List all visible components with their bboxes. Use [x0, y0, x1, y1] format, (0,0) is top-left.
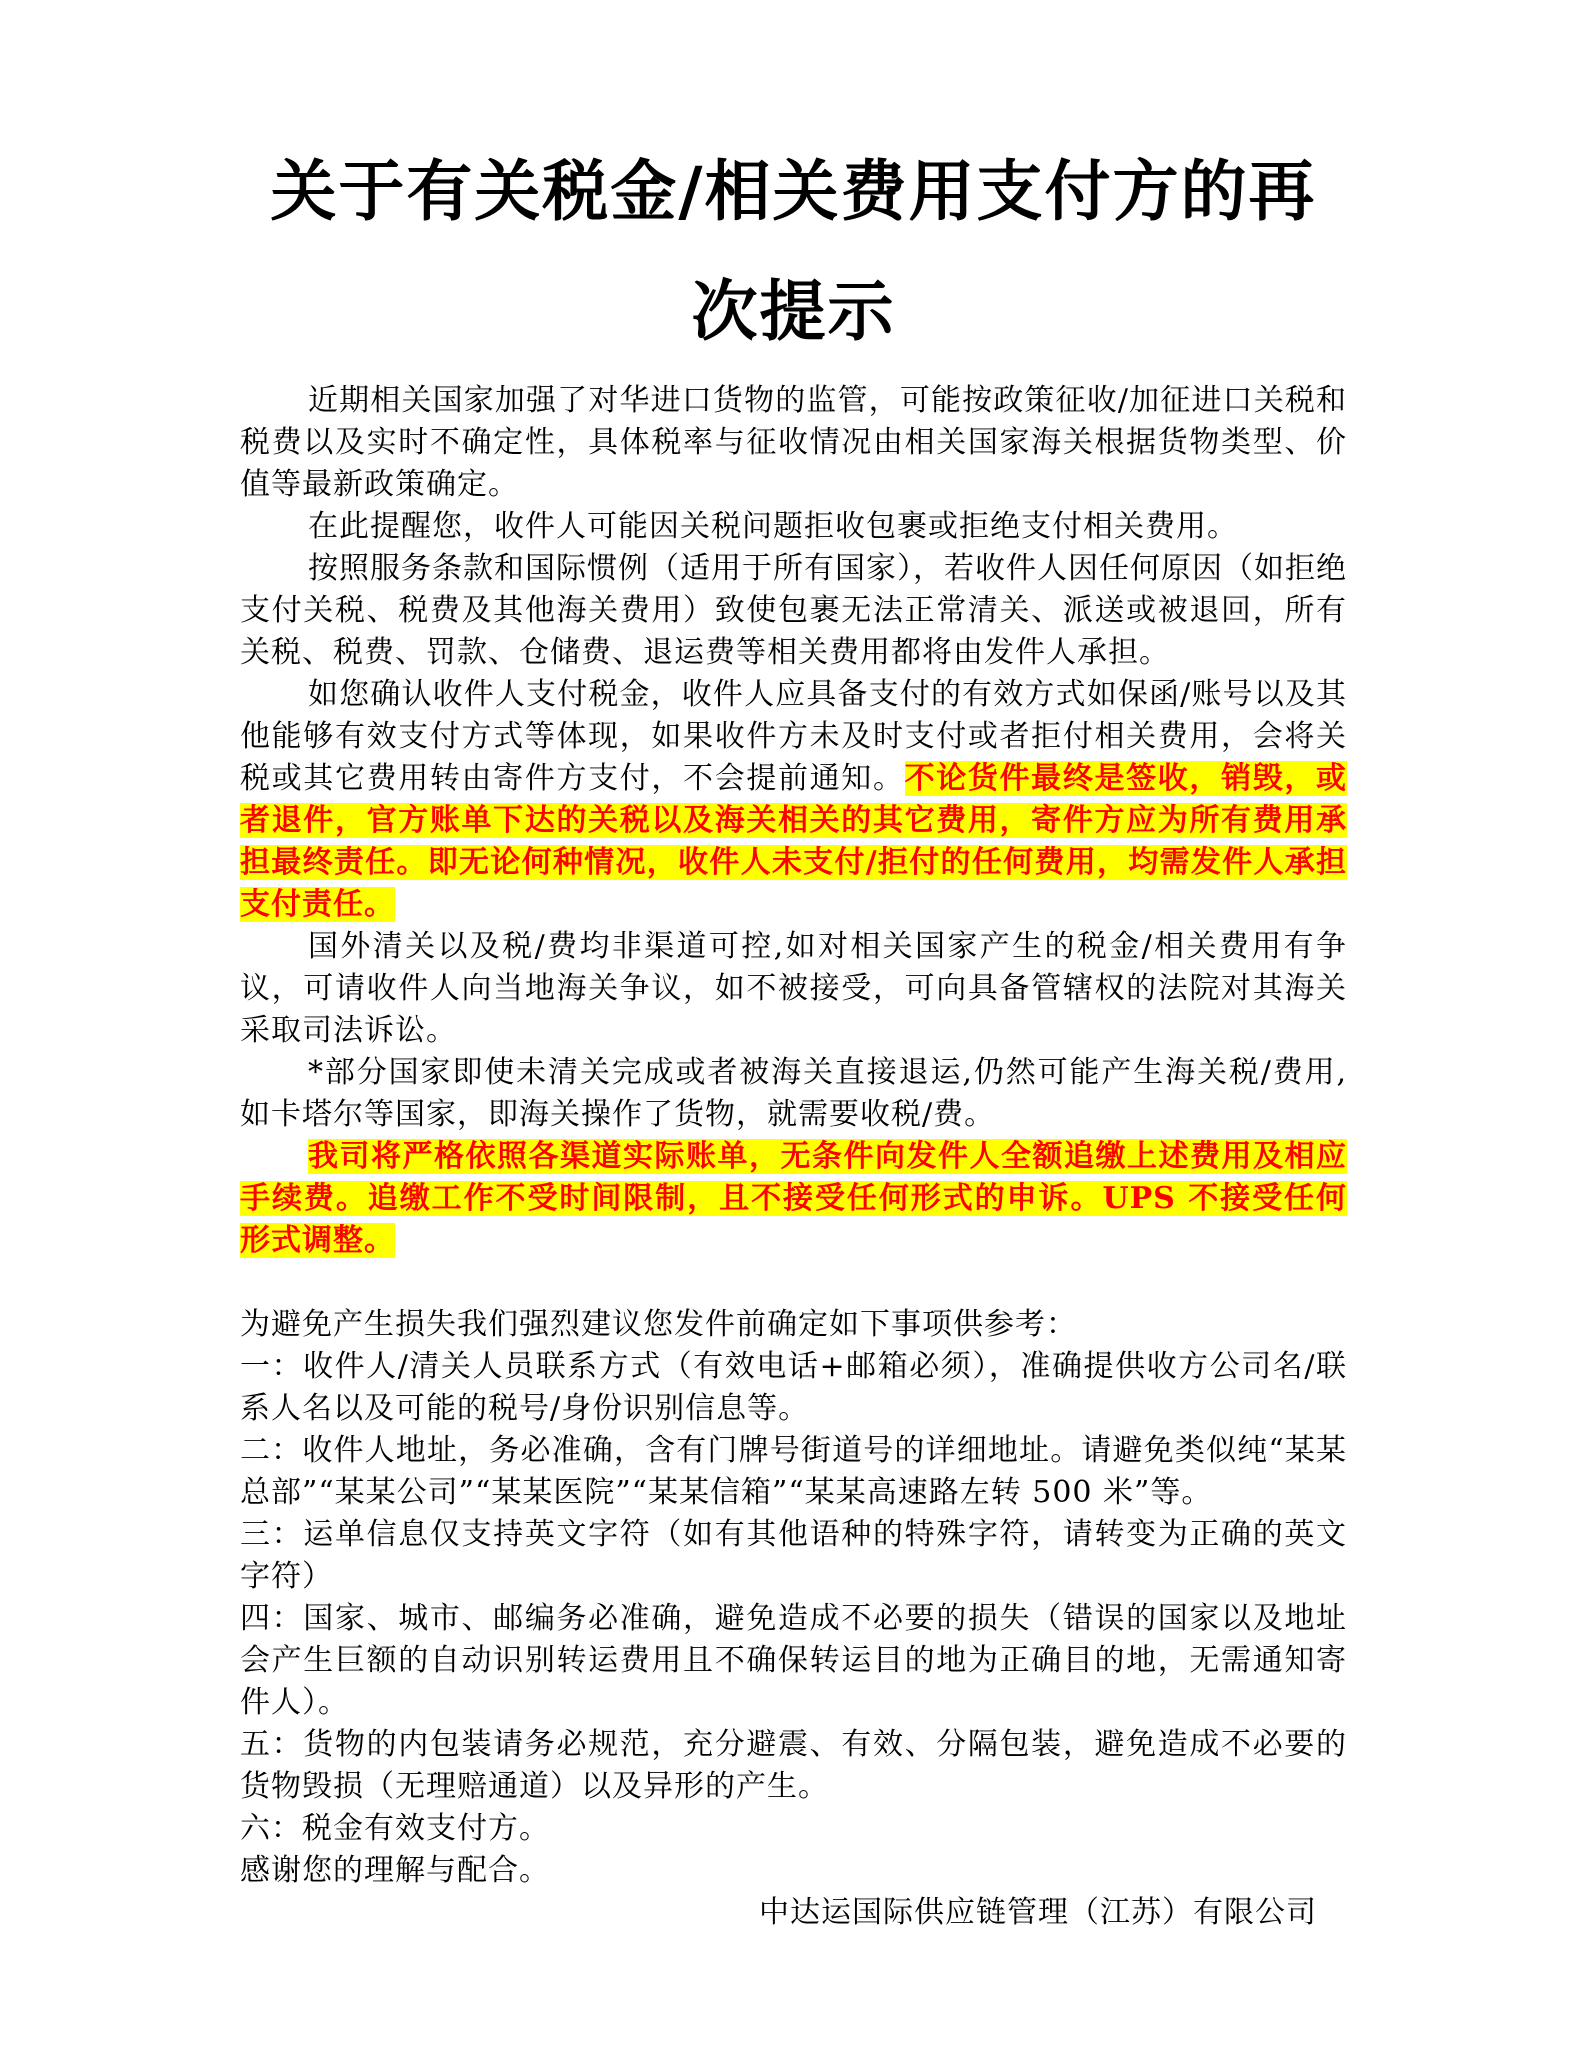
document-title-line-1: 关于有关税金/相关费用支付方的再 — [270, 153, 1317, 230]
paragraph-recovery — [240, 1136, 1347, 1262]
paragraph-policy-notice: 近期相关国家加强了对华进口货物的监管，可能按政策征收/加征进口关税和税费以及实时不确定性，具体税率与征收情况由相关国家海关根据货物类型、价值等最新政策确定。 — [240, 383, 1347, 502]
advice-intro: 为避免产生损失我们强烈建议您发件前确定如下事项供参考： — [240, 1307, 1077, 1342]
blank-line — [240, 1262, 1347, 1304]
document-title-line-2: 次提示 — [691, 273, 896, 350]
paragraph-reminder: 在此提醒您，收件人可能因关税问题拒收包裹或拒绝支付相关费用。 — [308, 509, 1238, 544]
paragraph-payment-text: 如您确认收件人支付税金，收件人应具备支付的有效方式如保函/账号以及其他能够有效支付方式等体现，如果收件方未及时支付或者拒付相关费用，会将关税或其它费用转由寄件方支付，不会提前通知。 — [240, 677, 1347, 796]
company-signature: 中达运国际供应链管理（江苏）有限公司 — [759, 1895, 1317, 1930]
advice-item-2: 二：收件人地址，务必准确，含有门牌号街道号的详细地址。请避免类似纯“某某总部”“某某公司”“某某医院”“某某信箱”“某某高速路左转 500 米”等。 — [240, 1433, 1347, 1510]
paragraph-payment — [240, 674, 1347, 926]
highlight-sender-liability: 不论货件最终是签收，销毁，或者退件，官方账单下达的关税以及海关相关的其它费用，寄件方应为所有费用承担最终责任。即无论何种情况，收件人未支付/拒付的任何费用，均需发件人承担支付责任。 — [240, 761, 1348, 922]
paragraph-dispute: 国外清关以及税/费均非渠道可控,如对相关国家产生的税金/相关费用有争议，可请收件人向当地海关争议，如不被接受，可向具备管辖权的法院对其海关采取司法诉讼。 — [240, 929, 1347, 1048]
advice-item-6: 六：税金有效支付方。 — [240, 1811, 550, 1846]
advice-item-4: 四：国家、城市、邮编务必准确，避免造成不必要的损失（错误的国家以及地址会产生巨额的自动识别转运费用且不确保转运目的地为正确目的地，无需通知寄件人）。 — [240, 1601, 1347, 1720]
thanks-line: 感谢您的理解与配合。 — [240, 1853, 550, 1888]
paragraph-terms: 按照服务条款和国际惯例（适用于所有国家），若收件人因任何原因（如拒绝支付关税、税费及其他海关费用）致使包裹无法正常清关、派送或被退回，所有关税、税费、罚款、仓储费、退运费等相关费用都将由发件人承担。 — [240, 551, 1347, 670]
highlight-recovery-policy: 我司将严格依照各渠道实际账单，无条件向发件人全额追缴上述费用及相应手续费。追缴工作不受时间限制，且不接受任何形式的申诉。UPS 不接受任何形式调整。 — [240, 1139, 1347, 1258]
document-body — [240, 380, 1347, 1934]
advice-item-3: 三：运单信息仅支持英文字符（如有其他语种的特殊字符，请转变为正确的英文字符） — [240, 1517, 1347, 1594]
advice-item-1: 一：收件人/清关人员联系方式（有效电话+邮箱必须），准确提供收方公司名/联系人名以及可能的税号/身份识别信息等。 — [240, 1349, 1347, 1426]
paragraph-customs-note: *部分国家即使未清关完成或者被海关直接退运,仍然可能产生海关税/费用,如卡塔尔等国家，即海关操作了货物，就需要收税/费。 — [240, 1055, 1347, 1132]
advice-item-5: 五：货物的内包装请务必规范，充分避震、有效、分隔包装，避免造成不必要的货物毁损（无理赔通道）以及异形的产生。 — [240, 1727, 1347, 1804]
